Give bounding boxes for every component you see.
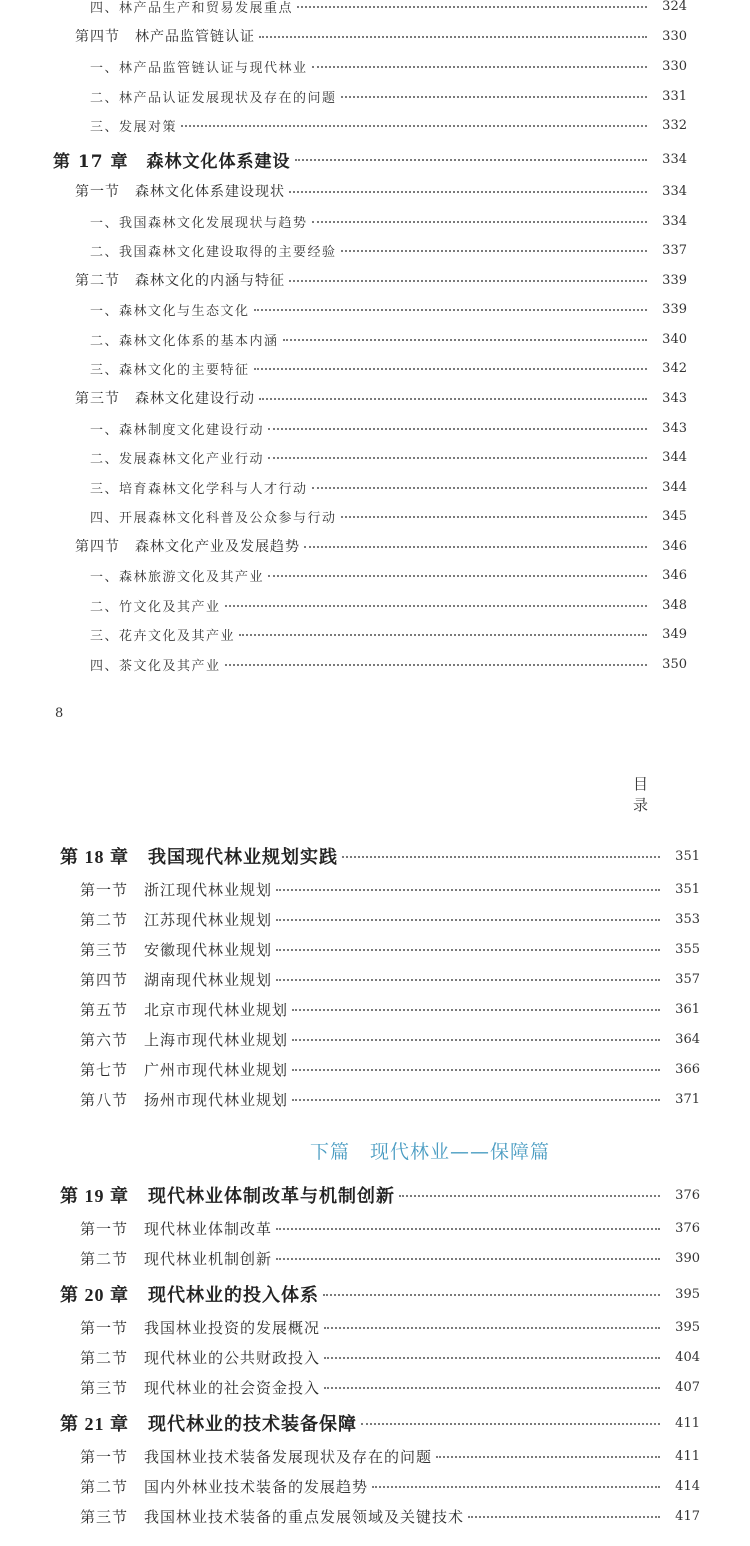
dot-leader: [225, 664, 647, 666]
toc-item-title: 四、林产品生产和贸易发展重点: [90, 0, 294, 16]
dot-leader: [399, 1195, 660, 1197]
toc-section: [80, 907, 700, 931]
toc-page-number: 407: [675, 1379, 700, 1395]
toc-section: [80, 1246, 700, 1270]
dot-leader: [323, 1294, 660, 1296]
toc-item: [90, 54, 687, 78]
toc-page-number: 366: [675, 1061, 700, 1077]
toc-page-number: 330: [662, 28, 687, 44]
toc-page-number: 332: [662, 117, 687, 133]
toc-chapter: [60, 1411, 700, 1435]
toc-chapter-title: 第 17 章 森林文化体系建设: [53, 151, 291, 172]
toc-page-number: 331: [662, 88, 687, 104]
dot-leader: [259, 36, 647, 38]
toc-chapter-title: 第 21 章 现代林业的技术装备保障: [60, 1414, 357, 1434]
toc-item: [90, 0, 687, 18]
toc-section: [80, 1444, 700, 1468]
dot-leader: [361, 1423, 660, 1425]
dot-leader: [436, 1456, 660, 1458]
toc-chapter-title: 第 18 章 我国现代林业规划实践: [60, 847, 338, 867]
toc-page-number: 390: [675, 1250, 700, 1266]
toc-page-number: 361: [675, 1001, 700, 1017]
toc-chapter: [53, 147, 687, 171]
toc-section-title: 第三节 我国林业技术装备的重点发展领域及关键技术: [80, 1509, 465, 1526]
toc-section: [80, 877, 700, 901]
toc-item-title: 二、发展森林文化产业行动: [90, 451, 265, 467]
toc-section-title: 第三节 现代林业的社会资金投入: [80, 1380, 321, 1397]
toc-section-title: 第七节 广州市现代林业规划: [80, 1062, 289, 1079]
toc-item: [90, 445, 687, 469]
toc-item: [90, 593, 687, 617]
toc-item-title: 三、森林文化的主要特征: [90, 362, 250, 378]
toc-section-title: 第一节 我国林业技术装备发展现状及存在的问题: [80, 1449, 433, 1466]
toc-section-title: 第四节 森林文化产业及发展趋势: [75, 539, 300, 555]
toc-page-number: 350: [662, 656, 687, 672]
toc-section: [80, 967, 700, 991]
dot-leader: [276, 1258, 660, 1260]
toc-item: [90, 209, 687, 233]
toc-section-title: 第二节 森林文化的内涵与特征: [75, 273, 285, 289]
toc-page-number: 337: [662, 242, 687, 258]
toc-chapter-title: 第 20 章 现代林业的投入体系: [60, 1285, 319, 1305]
toc-item: [90, 356, 687, 380]
page-number: 8: [55, 706, 64, 721]
toc-section-title: 第三节 安徽现代林业规划: [80, 942, 273, 959]
toc-page-number: 351: [675, 848, 700, 864]
toc-page-number: 334: [662, 151, 687, 167]
toc-item: [90, 475, 687, 499]
dot-leader: [225, 605, 647, 607]
toc-page-number: 376: [675, 1187, 700, 1203]
toc-section-title: 第一节 森林文化体系建设现状: [75, 184, 285, 200]
dot-leader: [312, 66, 647, 68]
toc-page-number: 353: [675, 911, 700, 927]
dot-leader: [341, 516, 647, 518]
toc-section: [75, 179, 687, 203]
toc-item: [90, 327, 687, 351]
dot-leader: [341, 250, 647, 252]
dot-leader: [276, 979, 660, 981]
dot-leader: [276, 1228, 660, 1230]
dot-leader: [268, 457, 647, 459]
toc-item-title: 二、森林文化体系的基本内涵: [90, 333, 279, 349]
dot-leader: [372, 1486, 660, 1488]
toc-item-title: 二、林产品认证发展现状及存在的问题: [90, 90, 337, 106]
dot-leader: [304, 546, 647, 548]
dot-leader: [292, 1069, 660, 1071]
toc-page-number: 343: [662, 420, 687, 436]
toc-page-number: 339: [662, 301, 687, 317]
toc-item-title: 一、森林旅游文化及其产业: [90, 569, 265, 585]
toc-section: [80, 1474, 700, 1498]
toc-page-number: 346: [662, 567, 687, 583]
toc-item-title: 四、开展森林文化科普及公众参与行动: [90, 510, 337, 526]
toc-page-number: 346: [662, 538, 687, 554]
dot-leader: [268, 575, 647, 577]
toc-section-title: 第二节 现代林业机制创新: [80, 1251, 273, 1268]
toc-item-title: 三、培育森林文化学科与人才行动: [90, 481, 308, 497]
toc-section: [80, 1375, 700, 1399]
toc-page-number: 334: [662, 213, 687, 229]
toc-item: [90, 297, 687, 321]
toc-section: [80, 1315, 700, 1339]
toc-page-number: 344: [662, 479, 687, 495]
toc-page-number: 364: [675, 1031, 700, 1047]
dot-leader: [324, 1387, 660, 1389]
toc-section-title: 第二节 江苏现代林业规划: [80, 912, 273, 929]
toc-section: [80, 1027, 700, 1051]
toc-page-number: 351: [675, 881, 700, 897]
toc-section: [80, 1057, 700, 1081]
dot-leader: [295, 159, 648, 161]
toc-section-title: 第五节 北京市现代林业规划: [80, 1002, 289, 1019]
toc-section-title: 第四节 林产品监管链认证: [75, 29, 255, 45]
toc-section: [75, 386, 687, 410]
toc-page-number: 417: [675, 1508, 700, 1524]
toc-page-number: 357: [675, 971, 700, 987]
toc-page-number: 334: [662, 183, 687, 199]
toc-section: [75, 534, 687, 558]
toc-page-number: 355: [675, 941, 700, 957]
running-header: 目 录: [633, 775, 677, 814]
toc-page-number: 395: [675, 1319, 700, 1335]
dot-leader: [268, 428, 647, 430]
dot-leader: [289, 191, 647, 193]
toc-section-title: 第一节 现代林业体制改革: [80, 1221, 273, 1238]
dot-leader: [283, 339, 647, 341]
dot-leader: [289, 280, 647, 282]
toc-page-number: 339: [662, 272, 687, 288]
toc-page-number: 345: [662, 508, 687, 524]
toc-item: [90, 652, 687, 676]
dot-leader: [324, 1357, 660, 1359]
toc-chapter: [60, 1183, 700, 1207]
toc-page-number: 404: [675, 1349, 700, 1365]
toc-item: [90, 504, 687, 528]
toc-page-number: 342: [662, 360, 687, 376]
toc-item-title: 四、茶文化及其产业: [90, 658, 221, 674]
toc-page-number: 411: [675, 1448, 700, 1464]
dot-leader: [259, 398, 647, 400]
toc-section: [75, 268, 687, 292]
dot-leader: [254, 368, 647, 370]
part-heading: [0, 1137, 750, 1164]
toc-page-number: 348: [662, 597, 687, 613]
dot-leader: [276, 919, 660, 921]
toc-item-title: 二、我国森林文化建设取得的主要经验: [90, 244, 337, 260]
dot-leader: [292, 1039, 660, 1041]
dot-leader: [341, 96, 647, 98]
dot-leader: [342, 856, 660, 858]
toc-section-title: 第六节 上海市现代林业规划: [80, 1032, 289, 1049]
dot-leader: [468, 1516, 660, 1518]
toc-page-number: 395: [675, 1286, 700, 1302]
dot-leader: [276, 949, 660, 951]
toc-item: [90, 416, 687, 440]
toc-item: [90, 84, 687, 108]
dot-leader: [312, 487, 647, 489]
toc-page-number: 349: [662, 626, 687, 642]
dot-leader: [312, 221, 647, 223]
toc-section: [80, 1087, 700, 1111]
part-heading-text: 下篇 现代林业——保障篇: [309, 1141, 550, 1163]
dot-leader: [276, 889, 660, 891]
toc-section: [80, 937, 700, 961]
toc-section: [80, 1216, 700, 1240]
toc-chapter: [60, 844, 700, 868]
toc-page-number: 344: [662, 449, 687, 465]
toc-item-title: 三、花卉文化及其产业: [90, 628, 236, 644]
dot-leader: [181, 125, 647, 127]
toc-section: [80, 1504, 700, 1528]
toc-item-title: 一、森林文化与生态文化: [90, 303, 250, 319]
toc-section-title: 第二节 国内外林业技术装备的发展趋势: [80, 1479, 369, 1496]
dot-leader: [292, 1099, 660, 1101]
dot-leader: [324, 1327, 660, 1329]
toc-page-number: 411: [675, 1415, 700, 1431]
toc-section-title: 第八节 扬州市现代林业规划: [80, 1092, 289, 1109]
toc-page-number: 340: [662, 331, 687, 347]
toc-item-title: 三、发展对策: [90, 119, 178, 135]
dot-leader: [292, 1009, 660, 1011]
toc-page-number: 371: [675, 1091, 700, 1107]
toc-section-title: 第四节 湖南现代林业规划: [80, 972, 273, 989]
toc-section: [80, 997, 700, 1021]
dot-leader: [297, 6, 647, 8]
toc-page-number: 376: [675, 1220, 700, 1236]
toc-section-title: 第三节 森林文化建设行动: [75, 391, 255, 407]
toc-item-title: 二、竹文化及其产业: [90, 599, 221, 615]
toc-chapter-title: 第 19 章 现代林业体制改革与机制创新: [60, 1186, 395, 1206]
toc-section-title: 第一节 浙江现代林业规划: [80, 882, 273, 899]
toc-item-title: 一、我国森林文化发展现状与趋势: [90, 215, 308, 231]
toc-section-title: 第二节 现代林业的公共财政投入: [80, 1350, 321, 1367]
dot-leader: [239, 634, 647, 636]
toc-section-title: 第一节 我国林业投资的发展概况: [80, 1320, 321, 1337]
toc-chapter: [60, 1282, 700, 1306]
toc-section: [75, 24, 687, 48]
toc-page-number: 414: [675, 1478, 700, 1494]
toc-item: [90, 563, 687, 587]
toc-item-title: 一、森林制度文化建设行动: [90, 422, 265, 438]
toc-page-number: 343: [662, 390, 687, 406]
toc-section: [80, 1345, 700, 1369]
toc-item: [90, 238, 687, 262]
toc-item-title: 一、林产品监管链认证与现代林业: [90, 60, 308, 76]
toc-page-number: 324: [662, 0, 687, 14]
dot-leader: [254, 309, 647, 311]
toc-item: [90, 113, 687, 137]
toc-page-number: 330: [662, 58, 687, 74]
toc-item: [90, 622, 687, 646]
